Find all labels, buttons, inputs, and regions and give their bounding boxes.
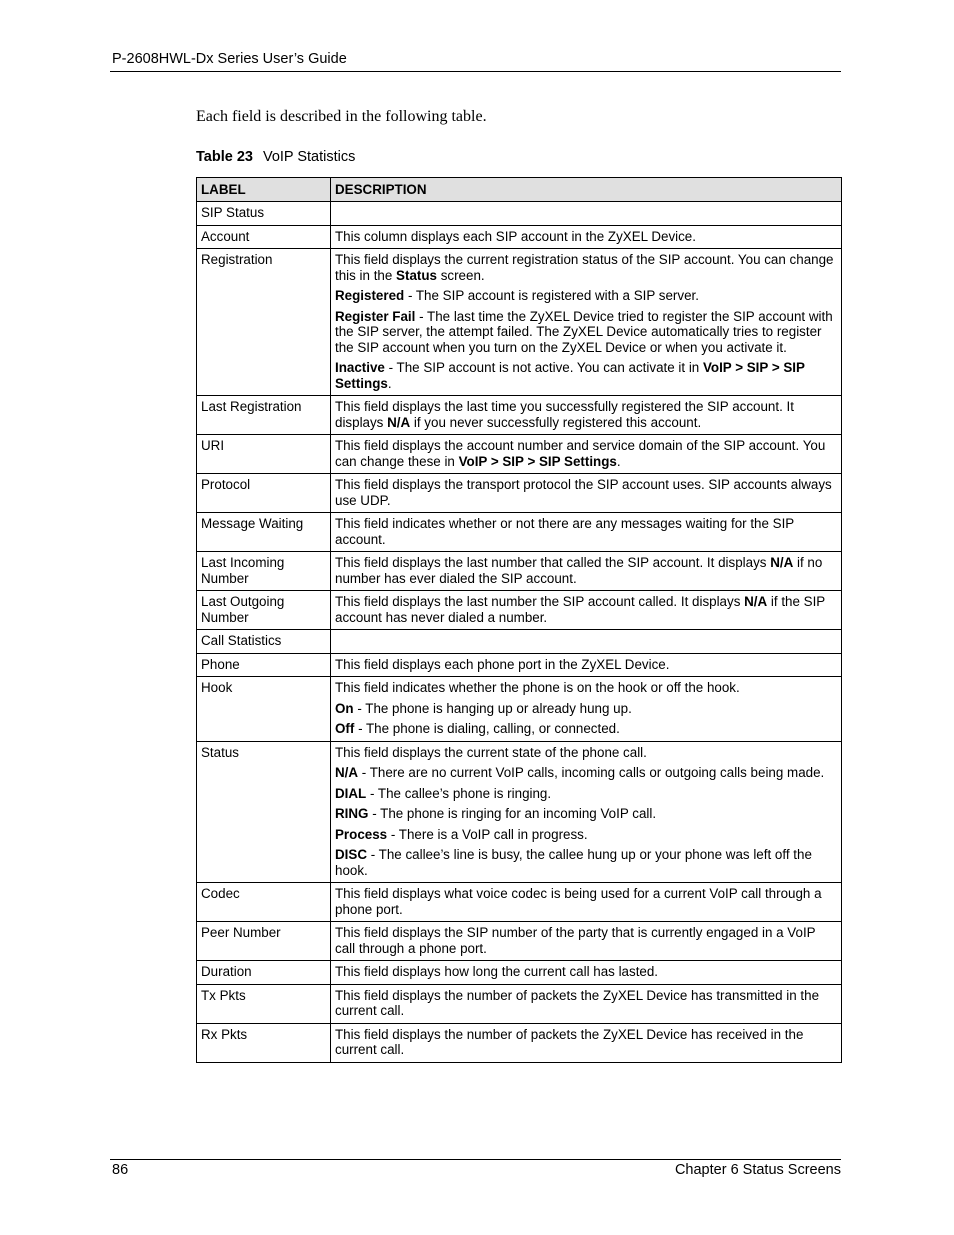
bold-term: DISC bbox=[335, 847, 367, 862]
bold-term: Status bbox=[396, 267, 437, 283]
table-row bbox=[197, 474, 842, 513]
description-paragraph bbox=[335, 399, 837, 430]
text-run: . bbox=[616, 453, 621, 469]
text-run: - There are no current VoIP calls, incoming calls or outgoing calls being made. bbox=[358, 765, 825, 780]
running-header: P-2608HWL-Dx Series User’s Guide bbox=[112, 51, 347, 67]
row-description bbox=[331, 435, 842, 474]
text-run: This field displays the number of packets the ZyXEL Device has transmitted in the current call. bbox=[335, 987, 820, 1018]
text-run: This field indicates whether the phone is on the hook or off the hook. bbox=[335, 680, 740, 695]
description-paragraph bbox=[335, 701, 837, 717]
page-number: 86 bbox=[112, 1162, 129, 1178]
description-paragraph bbox=[335, 252, 837, 283]
text-run: This field displays the transport protocol the SIP account uses. SIP accounts always use UDP. bbox=[335, 477, 832, 508]
row-description bbox=[331, 513, 842, 552]
bold-term: Registered bbox=[335, 288, 405, 303]
row-description bbox=[331, 961, 842, 985]
description-paragraph bbox=[335, 288, 837, 304]
bold-term: N/A bbox=[770, 555, 794, 570]
description-paragraph bbox=[335, 516, 837, 547]
text-run: if you never successfully registered this account. bbox=[410, 414, 702, 430]
row-label: Account bbox=[197, 225, 331, 249]
table-row bbox=[197, 630, 842, 654]
row-description bbox=[331, 741, 842, 883]
row-label: Registration bbox=[197, 249, 331, 396]
text-run: if no number has ever dialed the SIP account. bbox=[335, 555, 823, 586]
table-header-row bbox=[197, 178, 842, 202]
table-row bbox=[197, 202, 842, 226]
table-row bbox=[197, 922, 842, 961]
table-row bbox=[197, 961, 842, 985]
text-run: - The callee’s phone is ringing. bbox=[366, 785, 552, 801]
row-label: Last Outgoing Number bbox=[197, 591, 331, 630]
description-paragraph bbox=[335, 594, 837, 625]
table-row bbox=[197, 435, 842, 474]
intro-text: Each field is described in the following table. bbox=[196, 108, 487, 125]
bold-term: DIAL bbox=[335, 785, 367, 801]
row-description bbox=[331, 922, 842, 961]
table-row bbox=[197, 591, 842, 630]
table-row bbox=[197, 396, 842, 435]
bold-term: N/A bbox=[744, 594, 768, 609]
bold-term: Inactive bbox=[335, 360, 385, 375]
chapter-title: Chapter 6 Status Screens bbox=[674, 1162, 841, 1178]
text-run: - The callee’s line is busy, the callee hung up or your phone was left off the hook. bbox=[335, 847, 812, 878]
row-description bbox=[331, 552, 842, 591]
row-label: Tx Pkts bbox=[197, 984, 331, 1023]
table-caption bbox=[196, 149, 355, 165]
table-row bbox=[197, 513, 842, 552]
row-label: Peer Number bbox=[197, 922, 331, 961]
row-description bbox=[331, 474, 842, 513]
row-label: Message Waiting bbox=[197, 513, 331, 552]
bold-term: On bbox=[335, 700, 354, 716]
table-title: VoIP Statistics bbox=[262, 149, 356, 165]
bold-term: RING bbox=[335, 806, 369, 821]
text-run: This field displays the last number that called the SIP account. It displays bbox=[335, 555, 771, 570]
description-paragraph bbox=[335, 477, 837, 508]
description-paragraph bbox=[335, 360, 837, 391]
text-run: - There is a VoIP call in progress. bbox=[387, 826, 588, 842]
row-description bbox=[331, 591, 842, 630]
table-row bbox=[197, 552, 842, 591]
description-paragraph bbox=[335, 1027, 837, 1058]
table-row bbox=[197, 653, 842, 677]
text-run: This field displays the last number the SIP account called. It displays bbox=[335, 594, 745, 609]
text-run: - The phone is hanging up or already hung up. bbox=[353, 700, 632, 716]
footer-rule bbox=[110, 1159, 841, 1160]
text-run: This field displays the number of packets the ZyXEL Device has received in the current call. bbox=[335, 1026, 804, 1057]
description-paragraph bbox=[335, 988, 837, 1019]
row-label: Codec bbox=[197, 883, 331, 922]
description-paragraph bbox=[335, 657, 837, 673]
row-label: SIP Status bbox=[197, 202, 331, 226]
text-run: - The phone is dialing, calling, or connected. bbox=[354, 721, 620, 736]
text-run: This field displays the account number and service domain of the SIP account. You can change these in bbox=[335, 438, 826, 469]
text-run: This field displays how long the current call has lasted. bbox=[335, 964, 659, 979]
header-rule bbox=[110, 71, 841, 72]
bold-term: VoIP > SIP > SIP Settings bbox=[458, 453, 617, 469]
description-paragraph bbox=[335, 786, 837, 802]
text-run: - The last time the ZyXEL Device tried to register the SIP account with the SIP server, the attempt failed. The ZyXEL Device automatically tries to register the SIP account when you turn on the ZyXEL Device or when you activate it. bbox=[335, 308, 833, 355]
table-row bbox=[197, 883, 842, 922]
row-label: Last Incoming Number bbox=[197, 552, 331, 591]
table-number: Table 23 bbox=[196, 149, 253, 165]
text-run: This field displays each phone port in the ZyXEL Device. bbox=[335, 656, 670, 672]
description-paragraph bbox=[335, 680, 837, 696]
text-run: This field displays what voice codec is being used for a current VoIP call through a phone port. bbox=[335, 886, 822, 917]
voip-statistics-table bbox=[196, 177, 842, 1063]
text-run: This field displays the SIP number of the party that is currently engaged in a VoIP call through a phone port. bbox=[335, 925, 816, 956]
row-label: Status bbox=[197, 741, 331, 883]
description-paragraph bbox=[335, 925, 837, 956]
row-description bbox=[331, 396, 842, 435]
description-paragraph bbox=[335, 309, 837, 356]
description-paragraph bbox=[335, 886, 837, 917]
table-row bbox=[197, 1023, 842, 1062]
row-description bbox=[331, 883, 842, 922]
description-paragraph bbox=[335, 555, 837, 586]
text-run: This field displays the last time you successfully registered the SIP account. It displays bbox=[335, 399, 794, 430]
text-run: - The phone is ringing for an incoming VoIP call. bbox=[368, 806, 657, 821]
bold-term: VoIP > SIP > SIP Settings bbox=[335, 360, 805, 391]
row-label: Protocol bbox=[197, 474, 331, 513]
row-description bbox=[331, 630, 842, 654]
description-paragraph bbox=[335, 438, 837, 469]
row-description bbox=[331, 1023, 842, 1062]
column-header-label: LABEL bbox=[197, 178, 331, 202]
row-label: Duration bbox=[197, 961, 331, 985]
bold-term: Process bbox=[335, 826, 388, 842]
description-paragraph bbox=[335, 745, 837, 761]
description-paragraph bbox=[335, 827, 837, 843]
text-run: This field displays the current state of the phone call. bbox=[335, 744, 647, 760]
bold-term: Register Fail bbox=[335, 308, 416, 324]
row-description bbox=[331, 225, 842, 249]
description-paragraph bbox=[335, 806, 837, 822]
description-paragraph bbox=[335, 721, 837, 737]
table-body bbox=[197, 202, 842, 1063]
text-run: . bbox=[387, 375, 392, 391]
row-description bbox=[331, 249, 842, 396]
description-paragraph bbox=[335, 229, 837, 245]
description-paragraph bbox=[335, 847, 837, 878]
row-description bbox=[331, 677, 842, 742]
table-row bbox=[197, 225, 842, 249]
row-description bbox=[331, 984, 842, 1023]
row-label: URI bbox=[197, 435, 331, 474]
row-label: Last Registration bbox=[197, 396, 331, 435]
text-run: This column displays each SIP account in the ZyXEL Device. bbox=[335, 228, 696, 244]
bold-term: N/A bbox=[387, 414, 411, 430]
text-run: if the SIP account has never dialed a number. bbox=[335, 594, 825, 625]
text-run: screen. bbox=[436, 267, 485, 283]
bold-term: Off bbox=[335, 721, 355, 736]
table-row bbox=[197, 984, 842, 1023]
description-paragraph bbox=[335, 765, 837, 781]
table-row bbox=[197, 677, 842, 742]
table-row bbox=[197, 249, 842, 396]
table-row bbox=[197, 741, 842, 883]
row-label: Rx Pkts bbox=[197, 1023, 331, 1062]
text-run: - The SIP account is registered with a SIP server. bbox=[404, 288, 699, 303]
row-description bbox=[331, 202, 842, 226]
bold-term: N/A bbox=[335, 765, 359, 780]
text-run: - The SIP account is not active. You can activate it in bbox=[384, 360, 703, 375]
row-label: Phone bbox=[197, 653, 331, 677]
text-run: This field displays the current registration status of the SIP account. You can change this in the bbox=[335, 252, 834, 283]
text-run: This field indicates whether or not there are any messages waiting for the SIP account. bbox=[335, 516, 794, 547]
row-description bbox=[331, 653, 842, 677]
column-header-description: DESCRIPTION bbox=[331, 178, 842, 202]
row-label: Hook bbox=[197, 677, 331, 742]
description-paragraph bbox=[335, 964, 837, 980]
row-label: Call Statistics bbox=[197, 630, 331, 654]
